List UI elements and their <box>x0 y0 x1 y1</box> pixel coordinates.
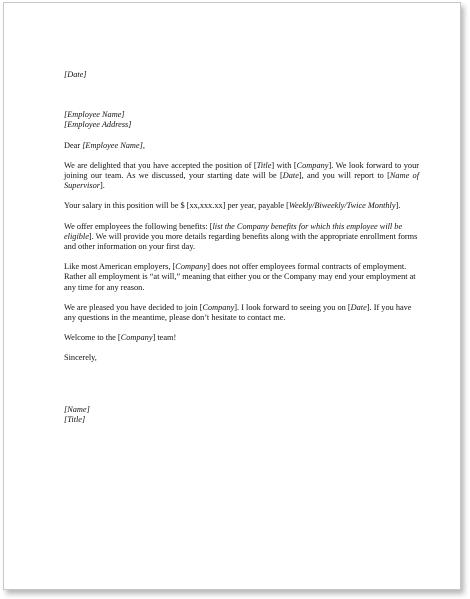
date-placeholder: [Date] <box>64 70 87 79</box>
paragraph-salary: Your salary in this position will be $ [xx,xxx.xx] per year, payable [Weekly/Biweekly/Twice Monthly]. <box>64 201 401 211</box>
letter-body <box>64 70 419 425</box>
paragraph-join: We are pleased you have decided to join [Company]. I look forward to seeing you on [Date]. If you have any questions in the meantime, please don’t hesitate to contact me. <box>64 302 412 323</box>
paragraph-welcome: Welcome to the [Company] team! <box>64 333 177 343</box>
employee-name-placeholder: [Employee Name] <box>64 110 125 120</box>
closing: Sincerely, <box>64 353 97 363</box>
paragraph-position: We are delighted that you have accepted the position of [Title] with [Company]. We look forward to your joining our team. As we discussed, your starting date will be [Date], and you will report to [Name of Supervisor]. <box>64 160 419 191</box>
paragraph-benefits: We offer employees the following benefits: [list the Company benefits for which this employee will be eligible]. We will provide you more details regarding benefits along with the appropriate enrollment forms and other information on your first day. <box>64 221 418 252</box>
employee-address-line <box>64 120 419 130</box>
employee-address-placeholder: [Employee Address] <box>64 120 132 130</box>
signature-name: [Name] <box>64 404 90 414</box>
date-line <box>64 70 419 80</box>
paragraph-at-will: Like most American employers, [Company] does not offer employees formal contracts of employment. Rather all employment is “at will,” meaning that either you or the Company may end your employment at any time for any reason. <box>64 262 416 292</box>
employee-name-line <box>64 110 419 120</box>
document-page <box>3 2 461 590</box>
greeting-name: [Employee Name] <box>82 140 143 150</box>
greeting: Dear [Employee Name], <box>64 140 145 150</box>
signature-title: [Title] <box>64 414 86 424</box>
